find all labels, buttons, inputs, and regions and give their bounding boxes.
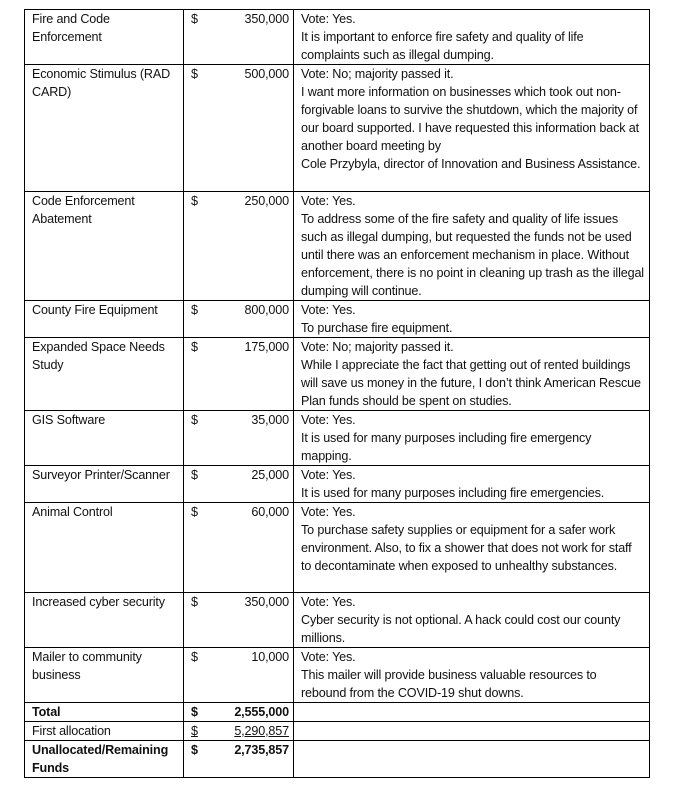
first-allocation-amount-cell [184,722,294,741]
amount-value: 175,000 [244,340,289,354]
vote-comment-cell [294,301,650,338]
amount-cell [184,466,294,503]
amount-cell [184,503,294,593]
vote-comment-cell [294,503,650,593]
table-row [25,10,650,65]
comment-text: I want more information on businesses which took out non-forgivable loans to survive the shutdown, which the majority of our board supported. I have requested this information back at another board meeting by [301,85,639,153]
vote-text: Vote: No; majority passed it. [301,340,454,354]
item-name: GIS Software [25,411,184,466]
vote-text: Vote: Yes. [301,650,356,664]
currency-symbol: $ [191,505,198,519]
item-name: Code Enforcement Abatement [25,192,184,301]
amount-value: 25,000 [251,468,289,482]
item-name: Animal Control [25,503,184,593]
currency-symbol: $ [191,743,198,757]
amount-cell [184,648,294,703]
amount-cell [184,411,294,466]
currency-symbol: $ [191,705,198,719]
first-allocation-label: First allocation [25,722,184,741]
currency-symbol: $ [191,413,198,427]
item-name: Economic Stimulus (RAD CARD) [25,65,184,192]
empty-cell [294,703,650,722]
total-row [25,703,650,722]
amount-value: 35,000 [251,413,289,427]
currency-symbol: $ [191,595,198,609]
comment-text: To address some of the fire safety and quality of life issues such as illegal dumping, but requested the funds not be used until there was an enforcement mechanism in place. Without enforcement, there is no point in cleaning up trash as the illegal dumping will continue. [301,212,644,298]
vote-text: Vote: Yes. [301,194,356,208]
table-row [25,192,650,301]
comment-text: This mailer will provide business valuable resources to rebound from the COVID-19 shut downs. [301,668,597,700]
first-allocation-row [25,722,650,741]
comment-text: Cyber security is not optional. A hack could cost our county millions. [301,613,621,645]
vote-text: Vote: Yes. [301,12,356,26]
item-name: County Fire Equipment [25,301,184,338]
amount-value: 10,000 [251,650,289,664]
amount-cell [184,192,294,301]
vote-comment-cell [294,10,650,65]
item-name: Increased cyber security [25,593,184,648]
vote-comment-cell [294,411,650,466]
item-name: Fire and Code Enforcement [25,10,184,65]
amount-value: 500,000 [244,67,289,81]
currency-symbol: $ [191,67,198,81]
vote-text: Vote: Yes. [301,468,356,482]
comment-text: To purchase safety supplies or equipment for a safer work environment. Also, to fix a shower that does not work for staff to decontaminate when exposed to unhealthy substances. [301,523,632,573]
amount-cell [184,10,294,65]
total-label: Total [25,703,184,722]
currency-symbol: $ [191,12,198,26]
amount-value: 60,000 [251,505,289,519]
comment-text-contact: Cole Przybyla, director of Innovation and Business Assistance. [301,157,641,171]
table-row [25,411,650,466]
comment-text: To purchase fire equipment. [301,321,453,335]
table-row [25,466,650,503]
vote-text: Vote: Yes. [301,505,356,519]
empty-cell [294,741,650,778]
vote-comment-cell [294,648,650,703]
total-amount: 2,555,000 [234,705,289,719]
vote-text: Vote: Yes. [301,413,356,427]
comment-text: While I appreciate the fact that getting out of rented buildings will save us money in the future, I don’t think American Rescue Plan funds should be spent on studies. [301,358,641,408]
amount-value: 350,000 [244,595,289,609]
vote-comment-cell [294,338,650,411]
vote-text: Vote: Yes. [301,303,356,317]
amount-value: 800,000 [244,303,289,317]
currency-symbol: $ [191,303,198,317]
table-row [25,301,650,338]
item-name: Expanded Space Needs Study [25,338,184,411]
table-row [25,648,650,703]
currency-symbol: $ [191,194,198,208]
amount-value: 350,000 [244,12,289,26]
funding-allocation-table [24,9,650,778]
remaining-amount: 2,735,857 [234,743,289,757]
amount-cell [184,301,294,338]
item-name: Mailer to community business [25,648,184,703]
table-row [25,338,650,411]
item-name: Surveyor Printer/Scanner [25,466,184,503]
table-row [25,503,650,593]
vote-comment-cell [294,593,650,648]
empty-cell [294,722,650,741]
currency-symbol: $ [191,340,198,354]
table-row [25,65,650,192]
currency-symbol: $ [191,468,198,482]
vote-comment-cell [294,466,650,503]
vote-comment-cell [294,65,650,192]
vote-text: Vote: Yes. [301,595,356,609]
remaining-row [25,741,650,778]
total-amount-cell [184,703,294,722]
vote-comment-cell [294,192,650,301]
currency-symbol: $ [191,724,198,738]
remaining-amount-cell [184,741,294,778]
amount-cell [184,65,294,192]
remaining-label: Unallocated/Remaining Funds [25,741,184,778]
amount-cell [184,593,294,648]
amount-value: 250,000 [244,194,289,208]
comment-text: It is important to enforce fire safety and quality of life complaints such as illegal dumping. [301,30,584,62]
first-allocation-amount: 5,290,857 [234,724,289,738]
table-row [25,593,650,648]
vote-text: Vote: No; majority passed it. [301,67,454,81]
amount-cell [184,338,294,411]
comment-text: It is used for many purposes including fire emergency mapping. [301,431,592,463]
comment-text: It is used for many purposes including fire emergencies. [301,486,605,500]
currency-symbol: $ [191,650,198,664]
